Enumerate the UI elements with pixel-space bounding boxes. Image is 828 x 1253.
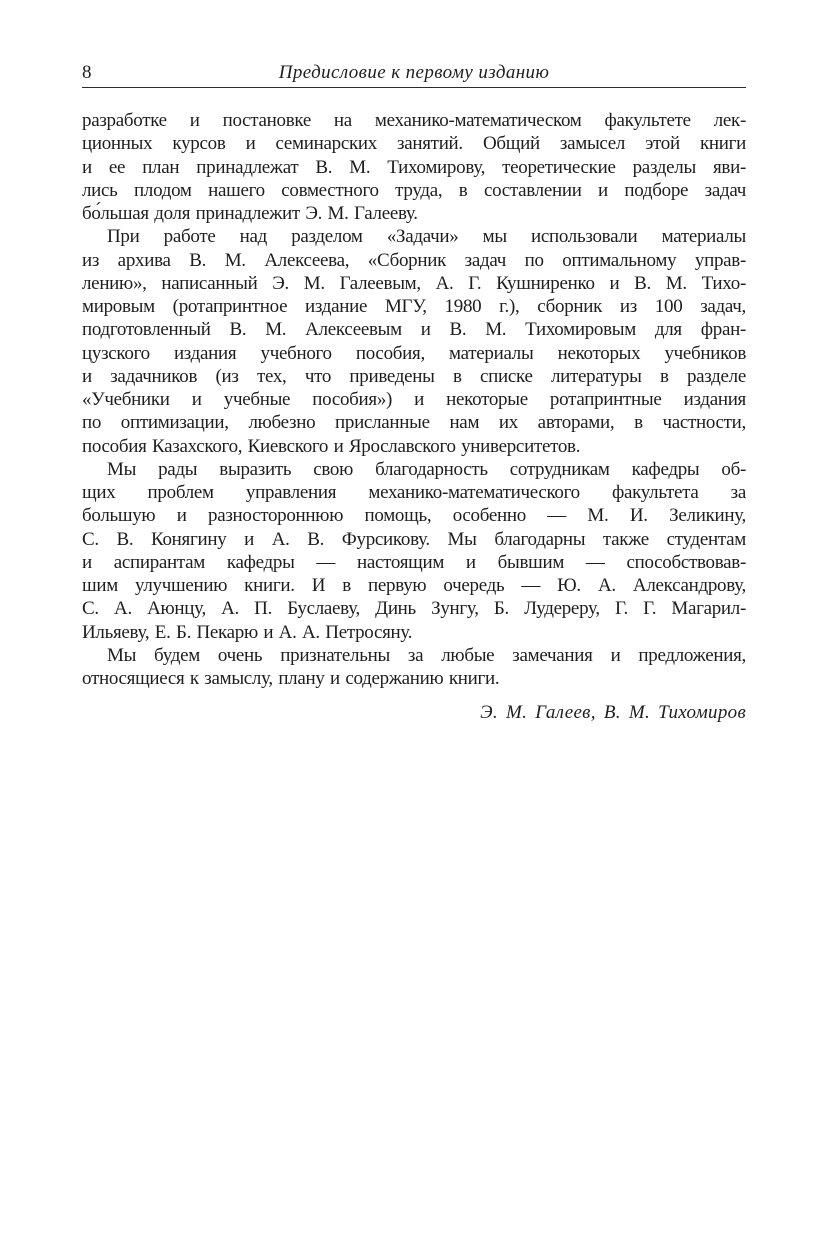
running-title: Предисловие к первому изданию [278,62,550,83]
text-line: С. А. Аюнцу, А. П. Буслаеву, Динь Зунгу, Б. Лудереру, Г. Г. Магарил- [82,598,746,620]
running-head [82,60,746,86]
text-line: подготовленный В. М. Алексеевым и В. М. Тихомировым для фран- [82,319,746,341]
text-line: разработке и постановке на механико-математическом факультете лек- [82,110,746,131]
paragraph [82,225,746,458]
text-line: из архива В. М. Алексеева, «Сборник задач по оптимальному управ- [82,249,746,271]
text-line: цузского издания учебного пособия, материалы некоторых учебников [82,342,746,364]
text-line: лись плодом нашего совместного труда, в составлении и подборе задач [82,179,746,201]
text-line: и ее план принадлежат В. М. Тихомирову, теоретические разделы яви- [82,156,746,178]
page-content [82,60,746,725]
text-line: лению», написанный Э. М. Галеевым, А. Г. Кушниренко и В. М. Тихо- [82,272,746,294]
text-line: и аспирантам кафедры — настоящим и бывшим — способствовав- [82,551,746,573]
text-line: щих проблем управления механико-математического факультета за [82,482,746,503]
text-line: относящиеся к замыслу, плану и содержанию книги. [82,668,500,689]
paragraph [82,109,746,225]
text-line: Мы рады выразить свою благодарность сотрудникам кафедры об- [107,458,746,480]
body-text [82,109,746,690]
text-line: ционных курсов и семинарских занятий. Общий замысел этой книги [82,133,746,155]
text-line: При работе над разделом «Задачи» мы использовали материалы [107,226,746,248]
text-line: Ильяеву, Е. Б. Пекарю и А. А. Петросяну. [82,621,413,643]
text-line: большую и разностороннюю помощь, особенно — М. И. Зеликину, [82,505,746,527]
text-line: С. В. Конягину и А. В. Фурсикову. Мы благодарны также студентам [82,528,746,550]
text-line: шим улучшению книги. И в первую очередь — Ю. А. Александрову, [82,575,746,596]
page-number: 8 [82,62,92,83]
text-line: пособия Казахского, Киевского и Ярославского университетов. [82,435,581,457]
paragraph [82,644,746,691]
text-line: «Учебники и учебные пособия») и некоторые ротапринтные издания [82,389,746,410]
text-line: по оптимизации, любезно присланные нам их авторами, в частности, [82,412,746,434]
header-rule [82,87,746,88]
signature: Э. М. Галеев, В. М. Тихомиров [480,702,746,724]
paragraph [82,458,746,644]
text-line: бо́льшая доля принадлежит Э. М. Галееву. [82,203,418,224]
text-line: и задачников (из тех, что приведены в списке литературы в разделе [82,365,746,387]
text-line: Мы будем очень признательны за любые замечания и предложения, [107,644,746,666]
text-line: мировым (ротапринтное издание МГУ, 1980 г.), сборник из 100 задач, [82,296,746,317]
